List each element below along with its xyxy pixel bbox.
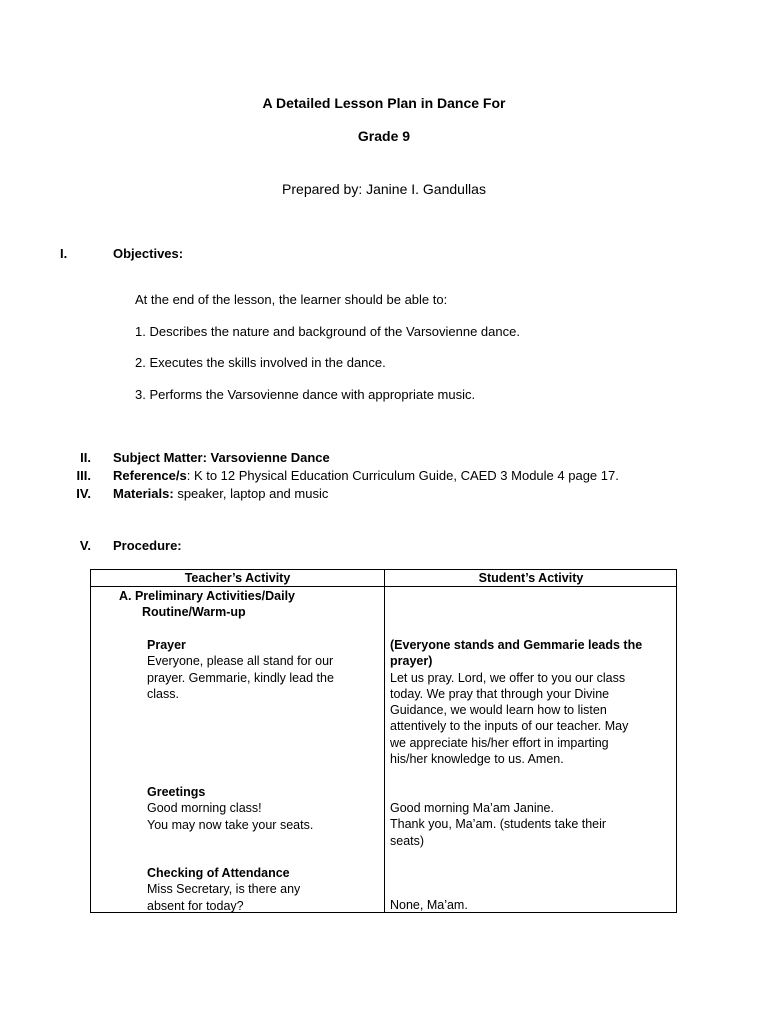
prayer-teacher-line: prayer. Gemmarie, kindly lead the [147,670,334,685]
prayer-student-line: Let us pray. Lord, we offer to you our class [390,670,626,685]
attendance-student-cell [390,897,674,913]
references-line [113,468,619,483]
objectives-intro: At the end of the lesson, the learner should be able to: [135,292,448,307]
subject-matter-numeral: II. [80,450,91,465]
procedure-numeral: V. [79,538,91,553]
prayer-student-line: Guidance, we would learn how to listen [390,703,607,718]
objectives-heading: Objectives: [113,246,184,261]
procedure-heading: Procedure: [113,538,182,553]
objective-item: 2. Executes the skills involved in the dance. [135,355,386,370]
prayer-student-direction: prayer) [390,654,433,669]
preliminary-activities-heading [119,588,381,621]
teacher-activity-header: Teacher’s Activity [184,571,291,585]
header-divider [91,586,676,587]
prepared-by: Prepared by: Janine I. Gandullas [282,181,486,197]
document-title: A Detailed Lesson Plan in Dance For [262,95,506,111]
references-text: : K to 12 Physical Education Curriculum Guide, CAED 3 Module 4 page 17. [186,468,619,483]
prayer-student-line: his/her knowledge to us. Amen. [390,752,564,767]
materials-numeral: IV. [76,486,91,501]
procedure-table [90,569,677,913]
objective-item: 3. Performs the Varsovienne dance with appropriate music. [135,387,476,402]
references-numeral: III. [76,468,91,483]
objective-item: 1. Describes the nature and background of the Varsovienne dance. [135,324,520,339]
grade-label: Grade 9 [357,128,411,144]
prayer-student-direction: (Everyone stands and Gemmarie leads the [390,638,643,652]
materials-label: Materials: [113,486,174,501]
attendance-teacher-cell [147,865,383,914]
preliminary-line-1: A. Preliminary Activities/Daily [119,589,296,603]
greetings-student-cell [390,800,674,849]
greetings-heading: Greetings [147,785,206,799]
column-divider [384,570,385,912]
greetings-student-line: Good morning Ma’am Janine. [390,801,554,815]
attendance-teacher-line: absent for today? [147,898,244,913]
student-activity-header: Student’s Activity [478,571,584,585]
attendance-student-line: None, Ma’am. [390,898,468,912]
objectives-numeral: I. [60,246,68,261]
prayer-student-cell [390,637,674,767]
attendance-teacher-line: Miss Secretary, is there any [147,882,301,897]
greetings-teacher-line: Good morning class! [147,801,262,816]
references-label: Reference/s [113,468,187,483]
greetings-teacher-line: You may now take your seats. [147,817,314,832]
attendance-heading: Checking of Attendance [147,866,290,880]
greetings-student-line: seats) [390,833,425,848]
greetings-student-line: Thank you, Ma’am. (students take their [390,817,607,832]
preliminary-line-2: Routine/Warm-up [142,605,246,620]
subject-matter: Subject Matter: Varsovienne Dance [113,450,330,465]
prayer-teacher-cell [147,637,383,702]
materials-text: speaker, laptop and music [173,486,329,501]
prayer-heading: Prayer [147,638,186,652]
prayer-student-line: we appreciate his/her effort in imparting [390,735,609,750]
prayer-teacher-line: Everyone, please all stand for our [147,654,334,669]
prayer-teacher-line: class. [147,686,179,701]
greetings-teacher-cell [147,784,383,833]
materials-line [113,486,328,501]
prayer-student-line: attentively to the inputs of our teacher. May [390,719,629,734]
prayer-student-line: today. We pray that through your Divine [390,686,610,701]
